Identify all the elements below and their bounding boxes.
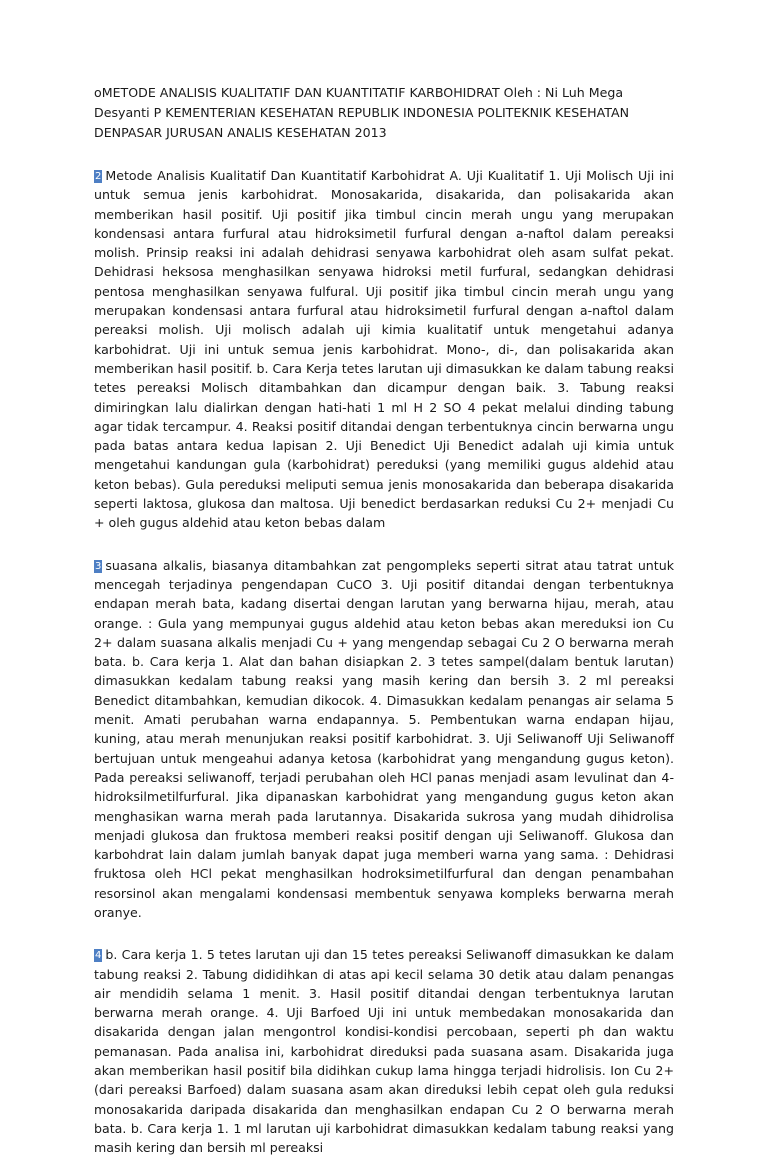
page-2-text: Metode Analisis Kualitatif Dan Kuantitatif Karbohidrat A. Uji Kualitatif 1. Uji Molisch Uji ini untuk semua jenis karbohidrat. Monosakarida, disakarida, dan polisakarida akan memberikan hasil positif. Uji positif jika timbul cincin merah ungu yang merupakan kondensasi antara furfural atau hidroksimetil furfural dengan a-naftol dalam pereaksi molish. Prinsip reaksi ini adalah dehidrasi senyawa karbohidrat oleh asam sulfat pekat. Dehidrasi heksosa menghasilkan senyawa hidroksi metil furfural, sedangkan dehidrasi pentosa menghasilkan senyawa fulfural. Uji positif jika timbul cincin merah ungu yang merupakan kondensasi antara furfural atau hidroksimetil furfural dengan a-naftol dalam pereaksi molish. Uji molisch adalah uji kimia kualitatif untuk mengetahui adanya karbohidrat. Uji ini untuk semua jenis karbohidrat. Mono-, di-, dan polisakarida akan memberikan hasil positif. b. Cara Kerja tetes larutan uji dimasukkan ke dalam tabung reaksi tetes pereaksi Molisch ditambahkan dan dicampur dengan baik. 3. Tabung reaksi dimiringkan lalu dialirkan dengan hati-hati 1 ml H 2 SO 4 pekat melalui dinding tabung agar tidak tercampur. 4. Reaksi positif ditandai dengan terbentuknya cincin berwarna ungu pada batas antara kedua lapisan 2. Uji Benedict Uji Benedict adalah uji kimia untuk mengetahui kandungan gula (karbohidrat) pereduksi (yang memiliki gugus aldehid atau keton bebas). Gula pereduksi meliputi semua jenis monosakarida dan beberapa disakarida seperti laktosa, glukosa dan maltosa. Uji benedict berdasarkan reduksi Cu 2+ menjadi Cu + oleh gugus aldehid atau keton bebas dalam [94,168,674,531]
page-marker-4: 4 [95,950,102,962]
page-4-text: b. Cara kerja 1. 5 tetes larutan uji dan 15 tetes pereaksi Seliwanoff dimasukkan ke dalam tabung reaksi 2. Tabung dididihkan di atas api kecil selama 30 detik atau dalam penangas air mendidih selama 1 menit. 3. Hasil positif ditandai dengan terbentuknya larutan berwarna merah orange. 4. Uji Barfoed Uji ini untuk membedakan monosakarida dan disakarida dengan jalan mengontrol kondisi-kondisi percobaan, seperti ph dan waktu pemanasan. Pada analisa ini, karbohidrat direduksi pada suasana asam. Disakarida juga akan memberikan hasil positif bila didihkan cukup lama hingga terjadi hidrolisis. Ion Cu 2+ (dari pereaksi Barfoed) dalam suasana asam akan direduksi lebih cepat oleh gula reduksi monosakarida daripada disakarida dan menghasilkan endapan Cu 2 O berwarna merah bata. b. Cara kerja 1. 1 ml larutan uji karbohidrat dimasukkan kedalam tabung reaksi yang masih kering dan bersih ml pereaksi [94,947,674,1156]
page-marker-2: 2 [95,171,102,182]
page-4-paragraph [94,945,674,1157]
page-marker-3: 3 [95,560,102,572]
document-title: oMETODE ANALISIS KUALITATIF DAN KUANTITATIF KARBOHIDRAT Oleh : Ni Luh Mega Desyanti P KEMENTERIAN KESEHATAN REPUBLIK INDONESIA POLITEKNIK KESEHATAN DENPASAR JURUSAN ANALIS KESEHATAN 2013 [94,85,630,140]
page-3-text: suasana alkalis, biasanya ditambahkan zat pengompleks seperti sitrat atau tatrat untuk mencegah terjadinya pengendapan CuCO 3. Uji positif ditandai dengan terbentuknya endapan merah bata, kadang disertai dengan larutan yang berwarna hijau, merah, atau orange. : Gula yang mempunyai gugus aldehid atau keton bebas akan mereduksi ion Cu 2+ dalam suasana alkalis menjadi Cu + yang mengendap sebagai Cu 2 O berwarna merah bata. b. Cara kerja 1. Alat dan bahan disiapkan 2. 3 tetes sampel(dalam bentuk larutan) dimasukkan kedalam tabung reaksi yang masih kering dan bersih 3. 2 ml pereaksi Benedict ditambahkan, kemudian dikocok. 4. Dimasukkan kedalam penangas air selama 5 menit. Amati perubahan warna endapannya. 5. Pembentukan warna endapan hijau, kuning, atau merah menunjukan reaksi positif karbohidrat. 3. Uji Seliwanoff Uji Seliwanoff bertujuan untuk mengeahui adanya ketosa (karbohidrat yang mengandung gugus keton). Pada pereaksi seliwanoff, terjadi perubahan oleh HCl panas menjadi asam levulinat dan 4- hidroksilmetilfurfural. Jika dipanaskan karbohidrat yang mengandung gugus keton akan menghasikan warna merah pada larutannya. Disakarida sukrosa yang mudah dihidrolisa menjadi glukosa dan fruktosa memberi reaksi positif dengan uji Seliwanoff. Glukosa dan karbohdrat lain dalam jumlah banyak dapat juga memberi warna yang sama. : Dehidrasi fruktosa oleh HCl pekat menghasilkan hodroksimetilfurfural dan dengan penambahan resorsinol akan mengalami kondensasi membentuk senyawa kompleks berwarna merah oranye. [94,557,674,920]
page-2-paragraph [94,166,674,533]
page-3-paragraph [94,556,674,923]
